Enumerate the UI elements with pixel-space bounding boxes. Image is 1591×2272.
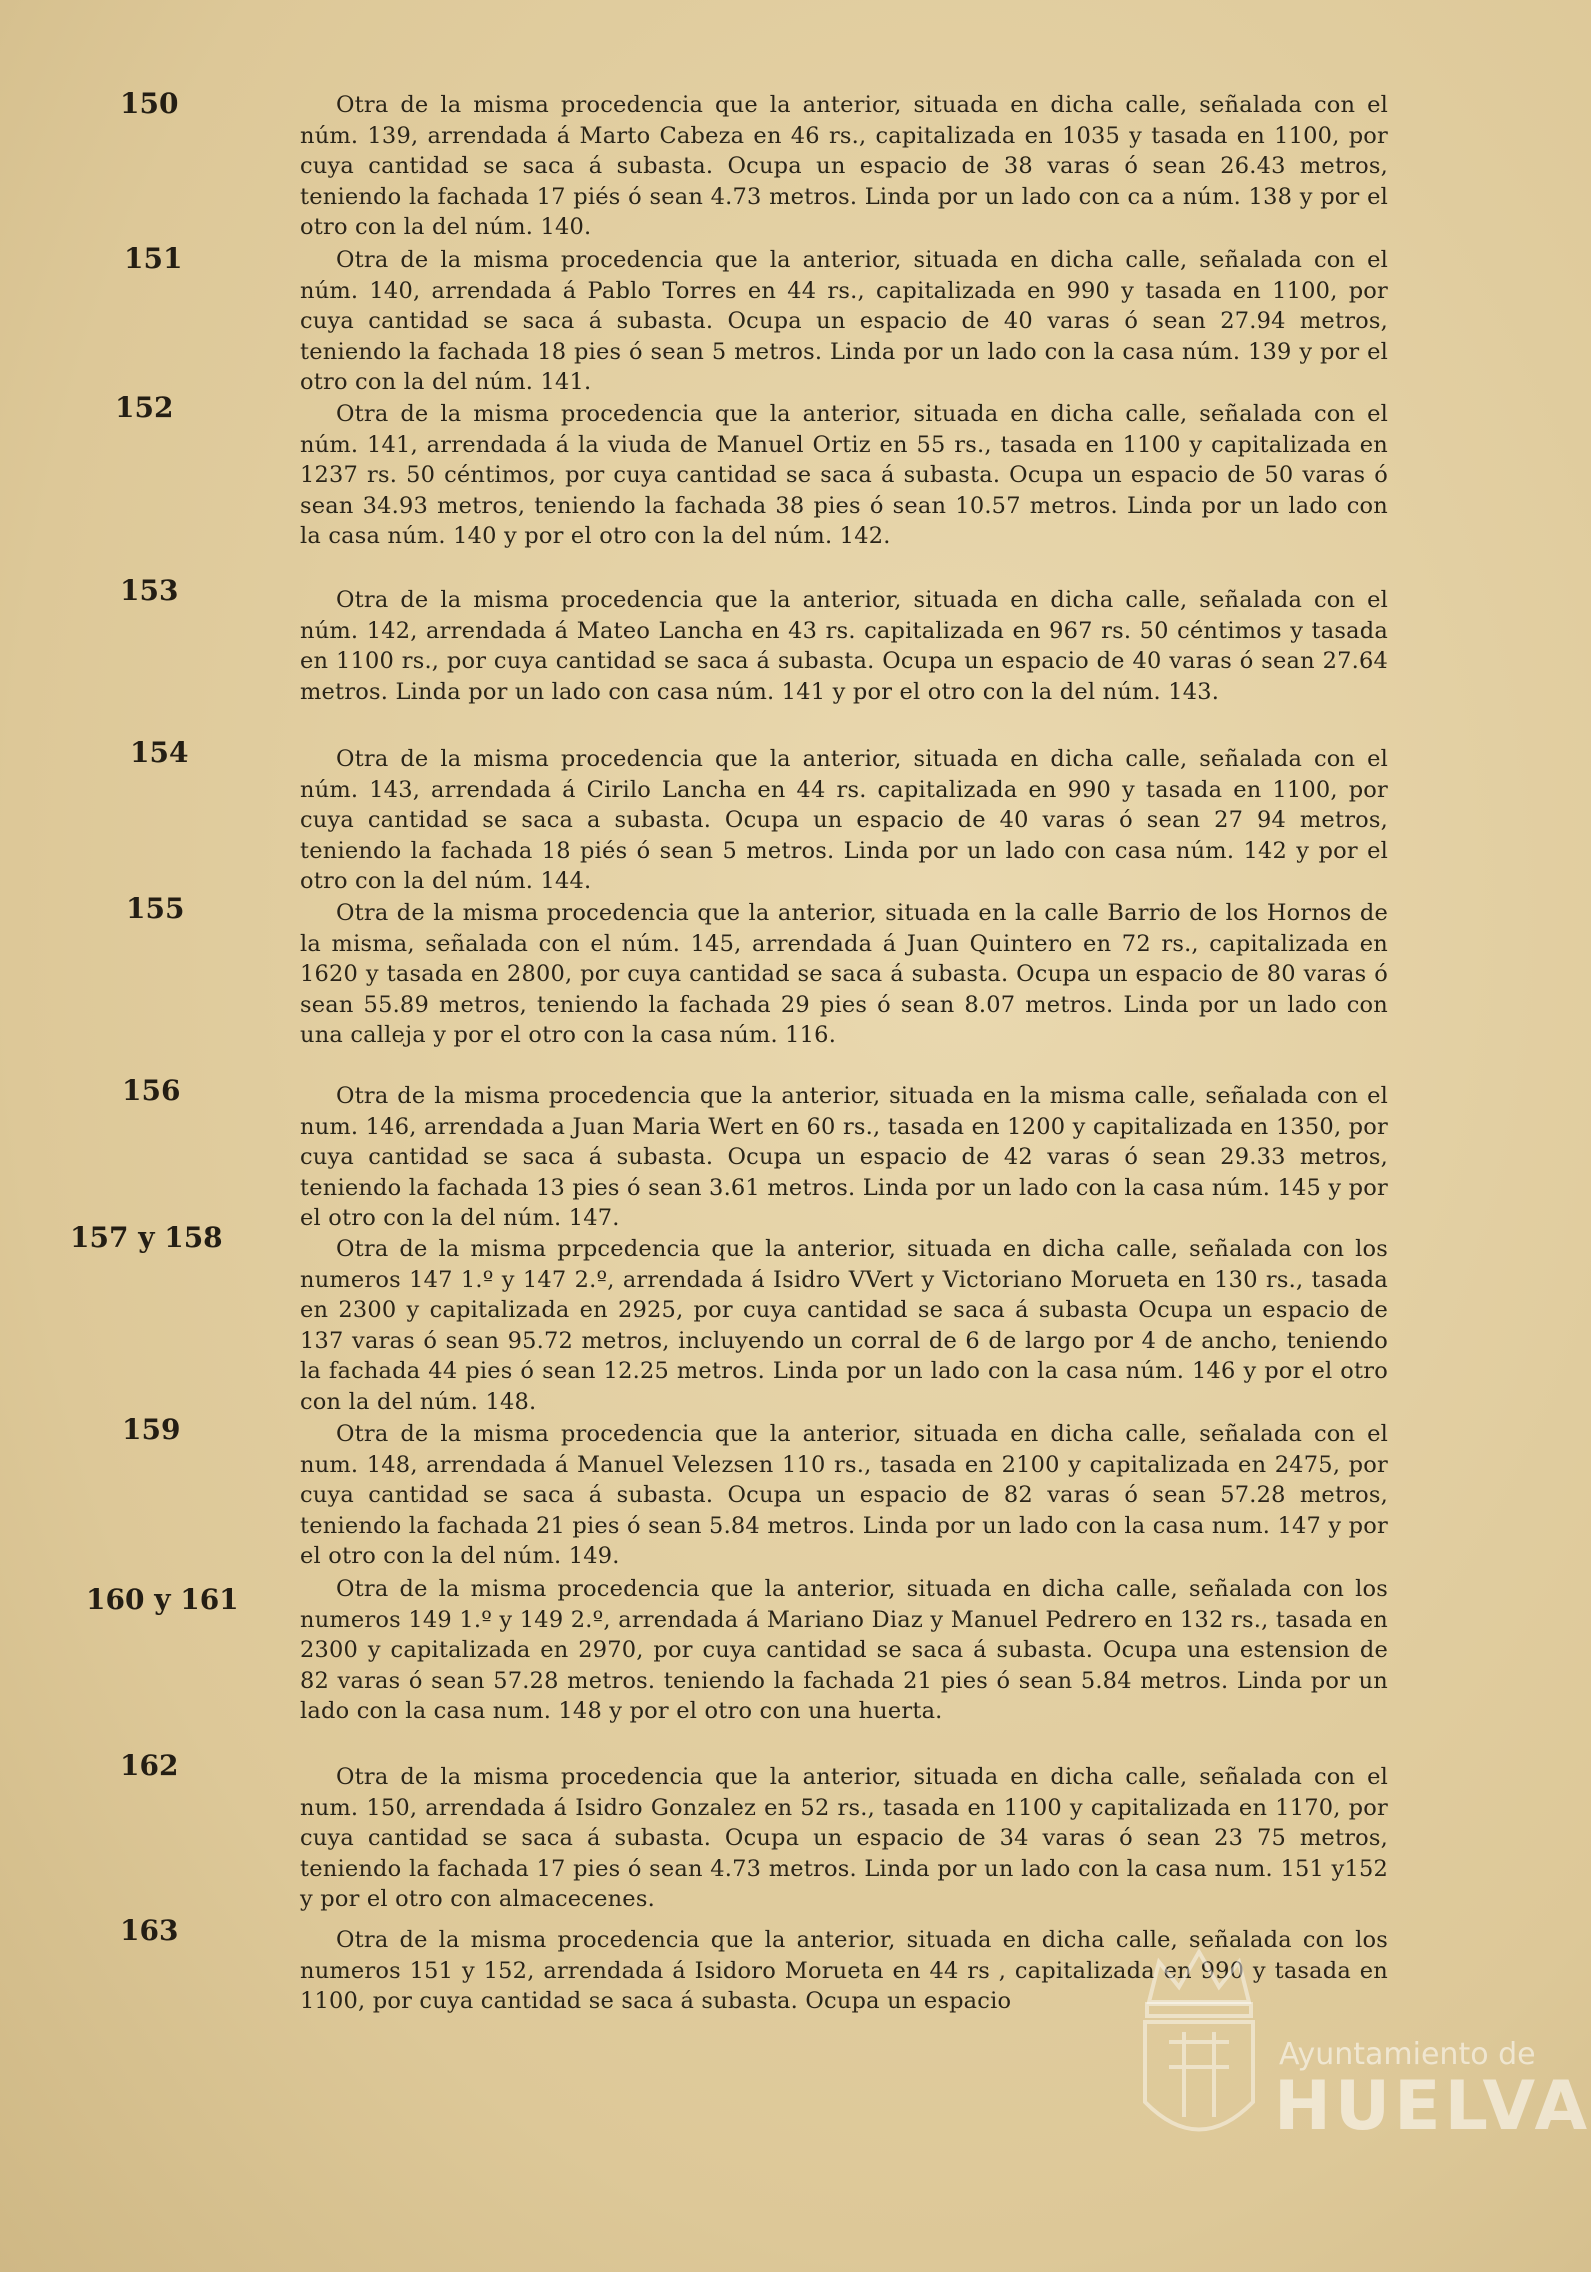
entry-text: Otra de la misma procedencia que la anterior, situada en dicha calle, señalada con los numeros 149 1.º y 149 2.º, arrendada á Mariano Diaz y Manuel Pedrero en 132 rs., tasada en 2300 y capitalizada en 2970, por cuya cantidad se saca á subasta. Ocupa una estension de 82 varas ó sean 57.28 metros. teniendo la fachada 21 pies ó sean 5.84 metros. Linda por un lado con la casa num. 148 y por el otro con una huerta.	[300, 1576, 1388, 1724]
watermark-line2: HUELVA	[1274, 2067, 1591, 2146]
crest-icon	[1129, 1942, 1269, 2162]
entry-text: Otra de la misma procedencia que la anterior, situada en dicha calle, señalada con los numeros 151 y 152, arrendada á Isidoro Morueta en 44 rs , capitalizada en 990 y tasada en 1100, por cuya cantidad se saca á subasta. Ocupa un espacio	[300, 1927, 1388, 2014]
entry-number: 153	[120, 574, 179, 607]
entry-text: Otra de la misma procedencia que la anterior, situada en dicha calle, señalada con el núm. 140, arrendada á Pablo Torres en 44 rs., capitalizada en 990 y tasada en 1100, por cuya cantidad se saca á subasta. Ocupa un espacio de 40 varas ó sean 27.94 metros, teniendo la fachada 18 pies ó sean 5 metros. Linda por un lado con la casa núm. 139 y por el otro con la del núm. 141.	[300, 247, 1388, 395]
entry-number: 160 y 161	[86, 1583, 239, 1616]
entry-number: 157 y 158	[70, 1221, 223, 1254]
entry-number: 151	[124, 242, 183, 275]
entry-number: 152	[115, 391, 174, 424]
entry-text: Otra de la misma procedencia que la anterior, situada en dicha calle, señalada con el núm. 142, arrendada á Mateo Lancha en 43 rs. capitalizada en 967 rs. 50 céntimos y tasada en 1100 rs., por cuya cantidad se saca á subasta. Ocupa un espacio de 40 varas ó sean 27.64 metros. Linda por un lado con casa núm. 141 y por el otro con la del núm. 143.	[300, 587, 1388, 705]
ayuntamiento-huelva-watermark	[1129, 1942, 1591, 2172]
entry-number: 154	[130, 736, 189, 769]
entry-number: 163	[120, 1914, 179, 1947]
entry-text: Otra de la misma procedencia que la anterior, situada en dicha calle, señalada con el núm. 141, arrendada á la viuda de Manuel Ortiz en 55 rs., tasada en 1100 y capitalizada en 1237 rs. 50 céntimos, por cuya cantidad se saca á subasta. Ocupa un espacio de 50 varas ó sean 34.93 metros, teniendo la fachada 38 pies ó sean 10.57 metros. Linda por un lado con la casa núm. 140 y por el otro con la del núm. 142.	[300, 401, 1388, 549]
entry-text: Otra de la misma procedencia que la anterior, situada en dicha calle, señalada con el num. 150, arrendada á Isidro Gonzalez en 52 rs., tasada en 1100 y capitalizada en 1170, por cuya cantidad se saca á subasta. Ocupa un espacio de 34 varas ó sean 23 75 metros, teniendo la fachada 17 pies ó sean 4.73 metros. Linda por un lado con la casa num. 151 y152 y por el otro con almacecenes.	[300, 1764, 1388, 1912]
entry-number: 155	[126, 892, 185, 925]
entry-number: 150	[120, 87, 179, 120]
entry-text: Otra de la misma procedencia que la anterior, situada en dicha calle, señalada con el núm. 143, arrendada á Cirilo Lancha en 44 rs. capitalizada en 990 y tasada en 1100, por cuya cantidad se saca a subasta. Ocupa un espacio de 40 varas ó sean 27 94 metros, teniendo la fachada 18 piés ó sean 5 metros. Linda por un lado con casa núm. 142 y por el otro con la del núm. 144.	[300, 746, 1388, 894]
entry-text: Otra de la misma procedencia que la anterior, situada en dicha calle, señalada con el núm. 139, arrendada á Marto Cabeza en 46 rs., capitalizada en 1035 y tasada en 1100, por cuya cantidad se saca á subasta. Ocupa un espacio de 38 varas ó sean 26.43 metros, teniendo la fachada 17 piés ó sean 4.73 metros. Linda por un lado con ca a núm. 138 y por el otro con la del núm. 140.	[300, 92, 1388, 240]
entry-number: 159	[122, 1413, 181, 1446]
entry-number: 162	[120, 1749, 179, 1782]
watermark-line1: Ayuntamiento de	[1279, 2037, 1536, 2072]
entry-text: Otra de la misma procedencia que la anterior, situada en la misma calle, señalada con el num. 146, arrendada a Juan Maria Wert en 60 rs., tasada en 1200 y capitalizada en 1350, por cuya cantidad se saca á subasta. Ocupa un espacio de 42 varas ó sean 29.33 metros, teniendo la fachada 13 pies ó sean 3.61 metros. Linda por un lado con la casa núm. 145 y por el otro con la del núm. 147.	[300, 1083, 1388, 1231]
entry-text: Otra de la misma prpcedencia que la anterior, situada en dicha calle, señalada con los numeros 147 1.º y 147 2.º, arrendada á Isidro VVert y Victoriano Morueta en 130 rs., tasada en 2300 y capitalizada en 2925, por cuya cantidad se saca á subasta Ocupa un espacio de 137 varas ó sean 95.72 metros, incluyendo un corral de 6 de largo por 4 de ancho, teniendo la fachada 44 pies ó sean 12.25 metros. Linda por un lado con la casa núm. 146 y por el otro con la del núm. 148.	[300, 1236, 1388, 1415]
entry-text: Otra de la misma procedencia que la anterior, situada en la calle Barrio de los Hornos de la misma, señalada con el núm. 145, arrendada á Juan Quintero en 72 rs., capitalizada en 1620 y tasada en 2800, por cuya cantidad se saca á subasta. Ocupa un espacio de 80 varas ó sean 55.89 metros, teniendo la fachada 29 pies ó sean 8.07 metros. Linda por un lado con una calleja y por el otro con la casa núm. 116.	[300, 900, 1388, 1048]
entry-text: Otra de la misma procedencia que la anterior, situada en dicha calle, señalada con el num. 148, arrendada á Manuel Velezsen 110 rs., tasada en 2100 y capitalizada en 2475, por cuya cantidad se saca á subasta. Ocupa un espacio de 82 varas ó sean 57.28 metros, teniendo la fachada 21 pies ó sean 5.84 metros. Linda por un lado con la casa num. 147 y por el otro con la del núm. 149.	[300, 1421, 1388, 1569]
entry-number: 156	[122, 1074, 181, 1107]
